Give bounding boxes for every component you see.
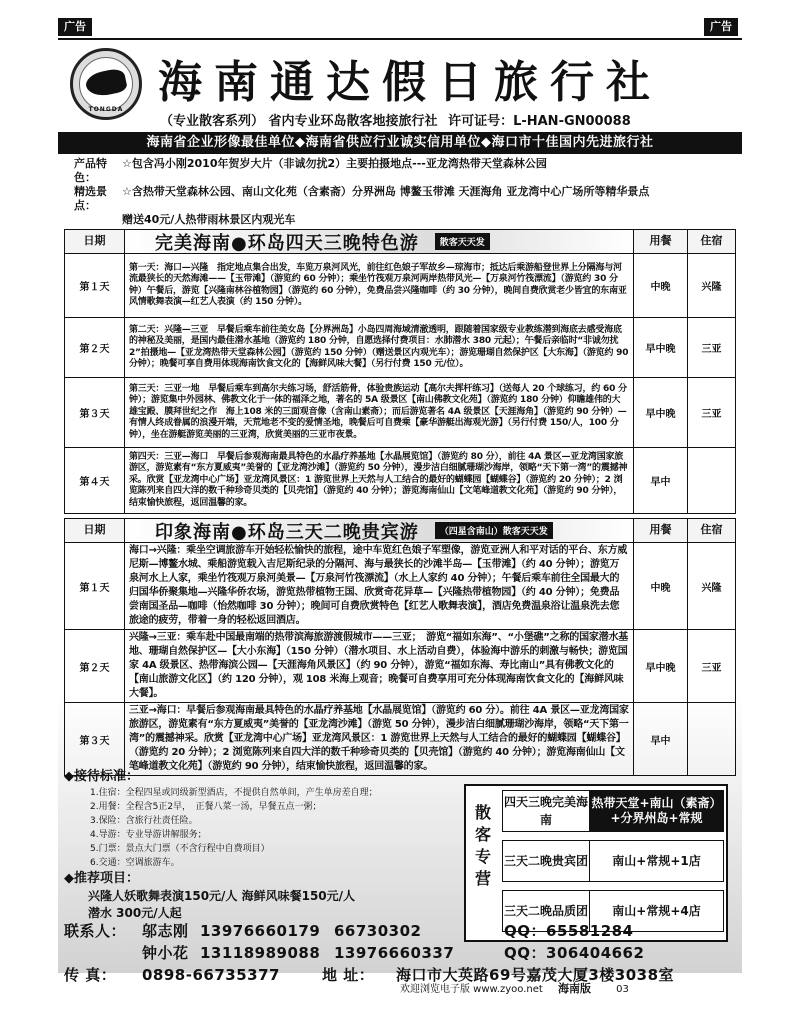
contact-mobile[interactable]: 13118989088 <box>200 944 321 962</box>
list-item: 3.保险：含旅行社责任险。 <box>90 816 198 826</box>
tour1-badge: 散客天天发 <box>435 233 490 250</box>
list-item: 6.交通：空调旅游车。 <box>90 858 180 868</box>
ad-tag-left: 广告 <box>58 18 92 36</box>
header <box>58 38 742 132</box>
fax-number[interactable]: 0898-66735377 <box>142 966 280 984</box>
col-stay: 住宿 <box>687 519 735 542</box>
address-label: 地 址： <box>322 966 375 984</box>
product-box <box>464 784 728 942</box>
contact-tel[interactable]: 13976660337 <box>334 944 455 962</box>
spots-label: 精选景点： <box>74 185 107 212</box>
product-label: 产品特色： <box>74 157 107 184</box>
product-text: ☆包含冯小刚2010年贺岁大片（非诚勿扰2）主要拍摄地点---亚龙湾热带天堂森林公园 <box>122 157 547 170</box>
list-item: 4.导游：专业导游讲解服务； <box>90 830 207 840</box>
contact-name: 邬志刚 <box>142 922 189 940</box>
footer-text[interactable]: 欢迎浏览电子版 www.zyoo.net <box>400 984 543 995</box>
page-number: 03 <box>616 984 629 995</box>
table-row: 第１天 第一天：海口—兴隆 指定地点集合出发，车览万泉河风光，前往红色娘子军故乡—琼海市；抵达后乘游船登世界上分隔海与河流最狭长的天然海滩——【玉带滩】（游览约 60 分钟）；乘坐竹筏观万泉河两岸热带风光—【万泉河竹筏漂流】（游览约 30 分钟）午餐后，游览【兴隆南林谷植物园】（游览约 60 分钟），免费品尝兴隆咖啡（约 30 分钟），晚间自费欣赏老少皆宜的东南亚风情歌舞表演—红艺人表演（约 150 分钟）。 中晚 兴隆 <box>65 254 736 318</box>
company-name: 海南通达假日旅行社 <box>158 57 662 108</box>
tour1-table <box>64 253 736 514</box>
product-row: 三天二晚品质团 南山+常规+4店 <box>502 890 724 932</box>
advertisement-page <box>58 38 742 984</box>
company-logo: TONGDA <box>70 48 142 120</box>
contact-qq[interactable]: QQ：306404662 <box>504 944 645 962</box>
gift-text: 赠送40元/人热带雨林景区内观光车 <box>122 213 296 226</box>
contact-qq[interactable]: QQ：65581284 <box>504 922 634 940</box>
list-item: 2.用餐：全程含5正2早， 正餐八菜一汤，早餐五点一粥； <box>90 802 322 812</box>
tour2-table <box>64 542 736 776</box>
col-meal: 用餐 <box>633 230 687 253</box>
standards-section <box>64 768 454 922</box>
table-row: 第２天 兴隆→三亚：乘车赴中国最南端的热带滨海旅游渡假城市——三亚； 游览“福如东海”、“小堡礁”之称的国家潜水基地、珊瑚自然保护区—【大小东海】（150 分钟）（潜水项目、水上活动自费），体验海中游乐的刺激与畅快；游览国家 4A 级景区、热带海滨公园—【天涯海角风景区】（约 90 分钟），游览“福如东海、寿比南山”具有佛教文化的【南山旅游文化区】（约 120 分钟），观 108 米海上观音；晚餐可自费享用可充分体现海南饮食文化的【海鲜风味大餐】。 早中晚 三亚 <box>65 630 736 703</box>
footer <box>400 980 629 996</box>
tour2-title: 印象海南●环岛三天二晚贵宾游 <box>155 521 419 543</box>
company-subtitle: （专业散客系列） 省内专业环岛散客地接旅行社 许可证号：L-HAN-GN00088 <box>160 114 631 129</box>
address-text: 海口市大英路69号嘉茂大厦3楼3038室 <box>396 966 675 984</box>
fax-label: 传 真： <box>64 966 117 984</box>
recommend-line: 潜水 300元/人起 <box>88 906 182 920</box>
box-title: 散客专营 <box>474 803 491 888</box>
col-day: 日期 <box>65 519 125 542</box>
product-row: 四天三晚完美海南 热带天堂+南山（素斋）+分界州岛+常规 <box>502 790 724 832</box>
spots-text: ☆含热带天堂森林公园、南山文化苑（含素斋）分界洲岛 博鳌玉带滩 天涯海角 亚龙湾中心广场所等精华景点 <box>122 185 650 198</box>
contact-mobile[interactable]: 13976660179 <box>200 922 321 940</box>
table-row: 第４天 第四天：三亚—海口 早餐后参观海南最具特色的水晶疗养基地【水晶展览馆】（游览约 80 分），前往 4A 景区—亚龙湾国家旅游区，游览素有“东方夏威夷”美誉的【亚龙湾沙滩】（游览约 50 分钟），漫步洁白细腻珊瑚沙海岸，领略“天下第一湾”的震撼神采。欣赏【亚龙湾中心广场】亚龙湾风景区：1 游览世界上天然与人工结合的最好的蝴蝶园【蝴蝶谷】（游览约 20 分钟）；2 浏览陈列来自四大洋的数千种珍奇贝类的【贝壳馆】（游览约 40 分钟）；游览海南仙山【文笔峰道教文化苑】（游览约 90 分钟），结束愉快旅程，返回温馨的家。 早中 <box>65 448 736 514</box>
tour1-title: 完美海南●环岛四天三晚特色游 <box>155 232 419 254</box>
intro-section <box>58 154 742 227</box>
col-stay: 住宿 <box>687 230 735 253</box>
table-row: 第２天 第二天：兴隆—三亚 早餐后乘车前往美女岛【分界洲岛】小岛四周海域清澈透明，跟随着国家级专业教练潜到海底去感受海底的神秘及美丽，是国内最佳潜水基地（游览约 180 分钟，自愿选择付费项目：水肺潜水 380 元起）；午餐后亲临时“非诚勿扰 2”拍摄地—【亚龙湾热带天堂森林公园】（游览约 150 分钟）（赠送景区内观光车）；游览珊瑚自然保护区【大东海】（游览约 90 分钟）；晚餐可享自费用体现海南饮食文化的【海鲜风味大餐】（另行付费 150 元/位）。 早中晚 三亚 <box>65 318 736 378</box>
recommend-line: 兴隆人妖歌舞表演150元/人 海鲜风味餐150元/人 <box>88 889 356 903</box>
contact-label: 联系人： <box>64 922 127 940</box>
recommend-title: ◆推荐项目： <box>64 871 139 886</box>
product-row: 三天二晚贵宾团 南山+常规+1店 <box>502 840 724 882</box>
table-row: 第３天 三亚→海口：早餐后参观海南最具特色的水晶疗养基地【水晶展览馆】（游览约 60 分）。前往 4A 景区—亚龙湾国家旅游区，游览素有“东方夏威夷”美誉的【亚龙湾沙滩】（游览 50 分钟），漫步洁白细腻珊瑚沙海岸，领略“天下第一湾”的震撼神采。欣赏【亚龙湾中心广场】亚龙湾风景区：1 游览世界上天然与人工结合的最好的蝴蝶园【蝴蝶谷】（游览约 20 分钟）；2 浏览陈列来自四大洋的数千种珍奇贝类的【贝壳馆】（游览约 40 分钟）；游览海南仙山【文笔峰道教文化苑】（游览约 90 分钟），结束愉快旅程，返回温馨的家。 早中 <box>65 703 736 776</box>
contact-section <box>64 920 736 986</box>
col-meal: 用餐 <box>633 519 687 542</box>
table-row: 第１天 海口→兴隆：乘坐空调旅游车开始轻松愉快的旅程，途中车览红色娘子军塑像，游览亚洲人和平对话的平台、东方威尼斯—博鳌水城、乘船游览载入吉尼斯纪录的分隔河、海与最狭长的沙滩半岛—【玉带滩】（约 40 分钟）；游览万泉河水上人家，乘坐竹筏观万泉河美景—【万泉河竹筏漂流】（水上人家约 40 分钟）；午餐后乘车前往全国最大的归国华侨聚集地—兴隆华侨农场，游览热带植物王国、欣赏奇花异草—【兴隆热带植物园】（约 40 分钟）；免费品尝南国圣品—咖啡（怡然咖啡 30 分钟）；晚间可自费欣赏特色【红艺人歌舞表演】，酒店免费温泉浴让温泉洗去您旅途的疲劳，带着一身的轻松返回酒店。 中晚 兴隆 <box>65 543 736 630</box>
contact-name: 钟小花 <box>142 944 189 962</box>
list-item: 1.住宿：全程四星或同级新型酒店，不提供自然单间，产生单房差自理； <box>90 788 378 798</box>
tour2-header <box>64 518 736 542</box>
tour1-header <box>64 229 736 253</box>
edition-label: 海南版 <box>557 982 591 995</box>
honors-banner: 海南省企业形像最佳单位◆海南省供应行业诚实信用单位◆海口市十佳国内先进旅行社 <box>58 132 742 154</box>
ad-tag-right: 广告 <box>704 18 738 36</box>
tour2-badge: （四星含南山）散客天天发 <box>435 522 553 539</box>
list-item: 5.门票：景点大门票（不含行程中自费项目） <box>90 844 270 854</box>
standards-title: ◆接待标准： <box>64 769 139 784</box>
contact-tel[interactable]: 66730302 <box>334 922 422 940</box>
license-number: 许可证号：L-HAN-GN00088 <box>448 114 631 129</box>
col-day: 日期 <box>65 230 125 253</box>
table-row: 第３天 第三天：三亚一地 早餐后乘车到高尔夫练习场，舒活筋骨，体验贵族运动【高尔夫挥杆练习】（送每人 20 个球练习，约 60 分钟）；游览集中外园林、佛教文化于一体的福泽之地，著名的 5A 级景区【南山佛教文化苑】（游览约 180 分钟）仰瞻雄伟的大雄宝殿、膜拜世纪之作 海上108 米的三面观音像（含南山素斋）；而后游览著名 4A 级景区【天涯海角】（游览约 90 分钟）—有情人终成眷属的浪漫开端，天荒地老不变的爱情圣地，晚餐后可自费乘【豪华游艇出海观光游】（另行付费 150/人，100 分钟），坐在游艇游览美丽的三亚湾，欣赏美丽的三亚市夜景。 早中晚 三亚 <box>65 378 736 448</box>
